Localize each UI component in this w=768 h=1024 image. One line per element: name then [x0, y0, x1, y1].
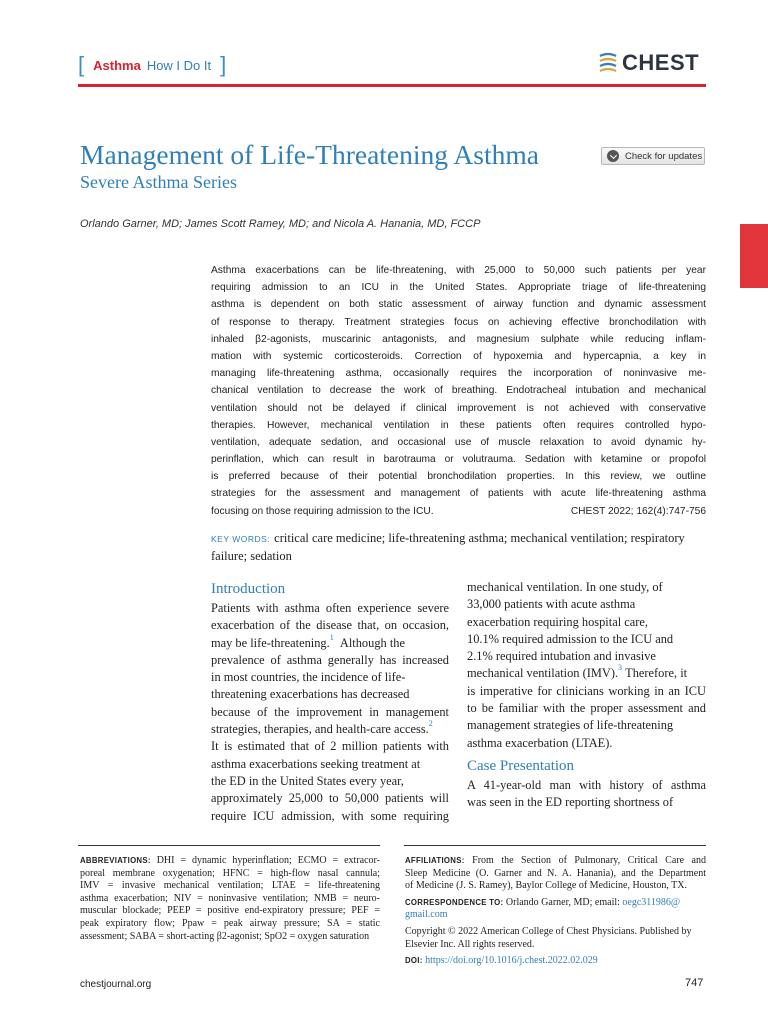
close-bracket: ] [220, 52, 227, 77]
abbrev-line-first [80, 855, 380, 868]
body-line: exacerbation requiring hospital care, [467, 614, 648, 629]
abbreviations-label: ABBREVIATIONS: [80, 856, 151, 865]
body-column-right [467, 579, 706, 812]
series-label[interactable]: How I Do It [146, 57, 212, 73]
body-line: mechanical ventilation (IMV). [467, 666, 619, 681]
body-line: because of the improvement in management [211, 704, 449, 719]
body-line: approximately 25,000 to 50,000 patients will [211, 791, 449, 806]
section-header [78, 52, 226, 78]
abbrev-line: muscular blockade; PEEP = positive end-expiratory pressure; PEF = [80, 905, 380, 917]
logo-text: CHEST [622, 50, 700, 75]
body-line: exacerbation of the disease that, on occasion, [211, 618, 449, 633]
abstract-line: is preferred because of their potential bronchodilation properties. In this review, we outline [211, 471, 706, 483]
journal-url[interactable]: chestjournal.org [80, 979, 152, 990]
body-line: management strategies of life-threatening [467, 718, 674, 733]
doi-line [405, 955, 706, 968]
body-line: mechanical ventilation. In one study, of [467, 580, 663, 594]
body-line: prevalence of asthma generally has increased [211, 652, 449, 667]
abstract-line: mation with systemic corticosteroids. Correction of hypoxemia and hypercapnia, a key in [211, 350, 706, 362]
abstract-line: chanical ventilation to decrease the work of breathing. Endotracheal intubation and mechanical [211, 385, 706, 397]
body-line-with-ref [211, 632, 449, 652]
reference-link[interactable]: 1 [329, 632, 334, 642]
abstract-line: strategies for the assessment and management of patients with acute life-threatening asthma [211, 488, 706, 500]
body-line: 2.1% required intubation and invasive [467, 649, 656, 664]
affil-line: Sleep Medicine (O. Garner and N. A. Hanania), and the Department [405, 867, 706, 879]
abbrev-line: DHI = dynamic hyperinflation; ECMO = extracor- [156, 855, 380, 866]
abbrev-line: asthma exacerbation; NIV = noninvasive ventilation; NMB = neuro- [80, 892, 380, 904]
affil-line-first [405, 855, 706, 868]
body-line-with-ref [211, 721, 449, 738]
body-line-with-ref [467, 665, 706, 682]
abbrev-line: poreal membrane oxygenation; HFNC = high-flow nasal cannula; [80, 867, 380, 879]
body-line: It is estimated that of 2 million patients with [211, 739, 449, 754]
body-line: 33,000 patients with acute asthma [467, 597, 636, 612]
section-label[interactable]: Asthma [93, 57, 141, 73]
abstract-line: inhaled β2-agonists, muscarinic antagonists, and magnesium sulphate while reducing inflam- [211, 333, 706, 345]
body-line: to be familiar with the proper assessment and [467, 701, 706, 716]
header-rule [78, 84, 706, 87]
reference-link[interactable]: 3 [618, 663, 623, 673]
chest-logo[interactable] [598, 50, 708, 76]
email-line [405, 909, 706, 922]
abstract-line: ventilation should not be delayed if clinical improvement is not achieved with conservative [211, 402, 706, 414]
abstract [211, 262, 706, 520]
body-line: asthma exacerbation (LTAE). [467, 735, 613, 750]
affil-line: From the Section of Pulmonary, Critical Care and [472, 855, 706, 866]
body-line: require ICU admission, with some requiring [211, 808, 449, 823]
keywords-label: KEY WORDS: [211, 534, 271, 544]
abstract-line: managing life-threatening asthma, occasionally requires the incorporation of noninvasive me- [211, 368, 706, 380]
side-color-tab [740, 224, 768, 288]
correspondence-label: CORRESPONDENCE TO: [405, 897, 504, 907]
introduction-heading: Introduction [211, 581, 286, 597]
body-line: in most countries, the incidence of life- [211, 670, 406, 685]
doi-link[interactable]: https://doi.org/10.1016/j.chest.2022.02.029 [425, 955, 598, 967]
email-link-continued[interactable]: gmail.com [405, 909, 448, 921]
author-list: Orlando Garner, MD; James Scott Ramey, MD; and Nicola A. Hanania, MD, FCCP [80, 218, 481, 230]
body-column-left [211, 579, 449, 825]
page-number: 747 [685, 977, 704, 989]
abbrev-line: peak expiratory flow; Ppaw = peak airway pressure; SA = static [80, 917, 380, 929]
abbreviations-box [80, 855, 380, 943]
affil-line: of Medicine (J. S. Ramey), Baylor College of Medicine, Houston, TX. [405, 880, 687, 892]
reference-link[interactable]: 2 [428, 719, 433, 729]
abstract-line: focusing on those requiring admission to the ICU. [211, 505, 434, 517]
journal-citation: CHEST 2022; 162(4):747-756 [570, 505, 706, 517]
case-presentation-heading: Case Presentation [467, 757, 575, 774]
check-for-updates-button[interactable] [601, 147, 705, 165]
abstract-line: therapies. However, mechanical ventilation in these patients often requires controlled hypo- [211, 419, 706, 431]
body-line: the ED in the United States every year, [211, 773, 404, 788]
correspondence-text: Orlando Garner, MD; email: [505, 896, 620, 908]
doi-label: DOI: [405, 956, 423, 966]
abstract-line: requiring admission to an ICU in the United States. Appropriate triage of life-threatening [211, 282, 706, 294]
body-line: Patients with asthma often experience severe [211, 601, 449, 615]
abstract-line: perinflation, which can result in barotrauma or volutrauma. Sedation with ketamine or propofol [211, 454, 706, 466]
body-line-tail: Therefore, it [625, 666, 688, 681]
correspondence-line [405, 897, 706, 910]
body-line: was seen in the ED reporting shortness of [467, 795, 674, 810]
body-line: strategies, therapies, and health-care access. [211, 722, 429, 737]
copyright-line: Elsevier Inc. All rights reserved. [405, 938, 535, 950]
affiliations-box [405, 855, 706, 968]
body-line: 10.1% required admission to the ICU and [467, 631, 674, 646]
abstract-line: ventilation, adequate sedation, and occasional use of muscle relaxation to avoid dynamic hy- [211, 436, 706, 448]
affiliations-rule [404, 845, 706, 846]
chest-logo-icon [598, 52, 618, 74]
abbrev-line: IMV = invasive mechanical ventilation; LTAE = life-threatening [80, 880, 380, 892]
abstract-line: Asthma exacerbations can be life-threatening, with 25,000 to 50,000 such patients per year [211, 265, 706, 276]
body-line: asthma exacerbations seeking treatment at [211, 756, 421, 771]
abstract-line: of response to therapy. Treatment strategies focus on achieving effective bronchodilation with [211, 316, 706, 328]
abbreviations-rule [78, 845, 380, 846]
body-line: threatening exacerbations has decreased [211, 687, 410, 702]
article-subtitle: Severe Asthma Series [80, 172, 237, 192]
email-link[interactable]: oegc311986@ [622, 896, 681, 908]
open-bracket: [ [78, 52, 85, 77]
check-updates-icon [607, 150, 619, 162]
article-title: Management of Life-Threatening Asthma [80, 139, 539, 170]
body-line: may be life-threatening. [211, 635, 330, 650]
body-line: is imperative for clinicians working in an ICU [467, 683, 706, 698]
body-line-tail: Although the [339, 635, 405, 650]
keywords [211, 530, 706, 565]
check-updates-label: Check for updates [625, 150, 703, 162]
abstract-last-line [211, 503, 706, 520]
affiliations-label: AFFILIATIONS: [405, 856, 465, 865]
copyright-line: Copyright © 2022 American College of Chest Physicians. Published by [405, 925, 692, 937]
body-line: A 41-year-old man with history of asthma [467, 777, 706, 792]
keywords-text: critical care medicine; life-threatening asthma; mechanical ventilation; respiratory failure; sedation [211, 531, 685, 563]
abstract-line: asthma is dependent on both static assessment of airway function and dynamic assessment [211, 299, 706, 311]
abbrev-line: assessment; SABA = short-acting β2-agonist; SpO2 = oxygen saturation [80, 930, 370, 942]
